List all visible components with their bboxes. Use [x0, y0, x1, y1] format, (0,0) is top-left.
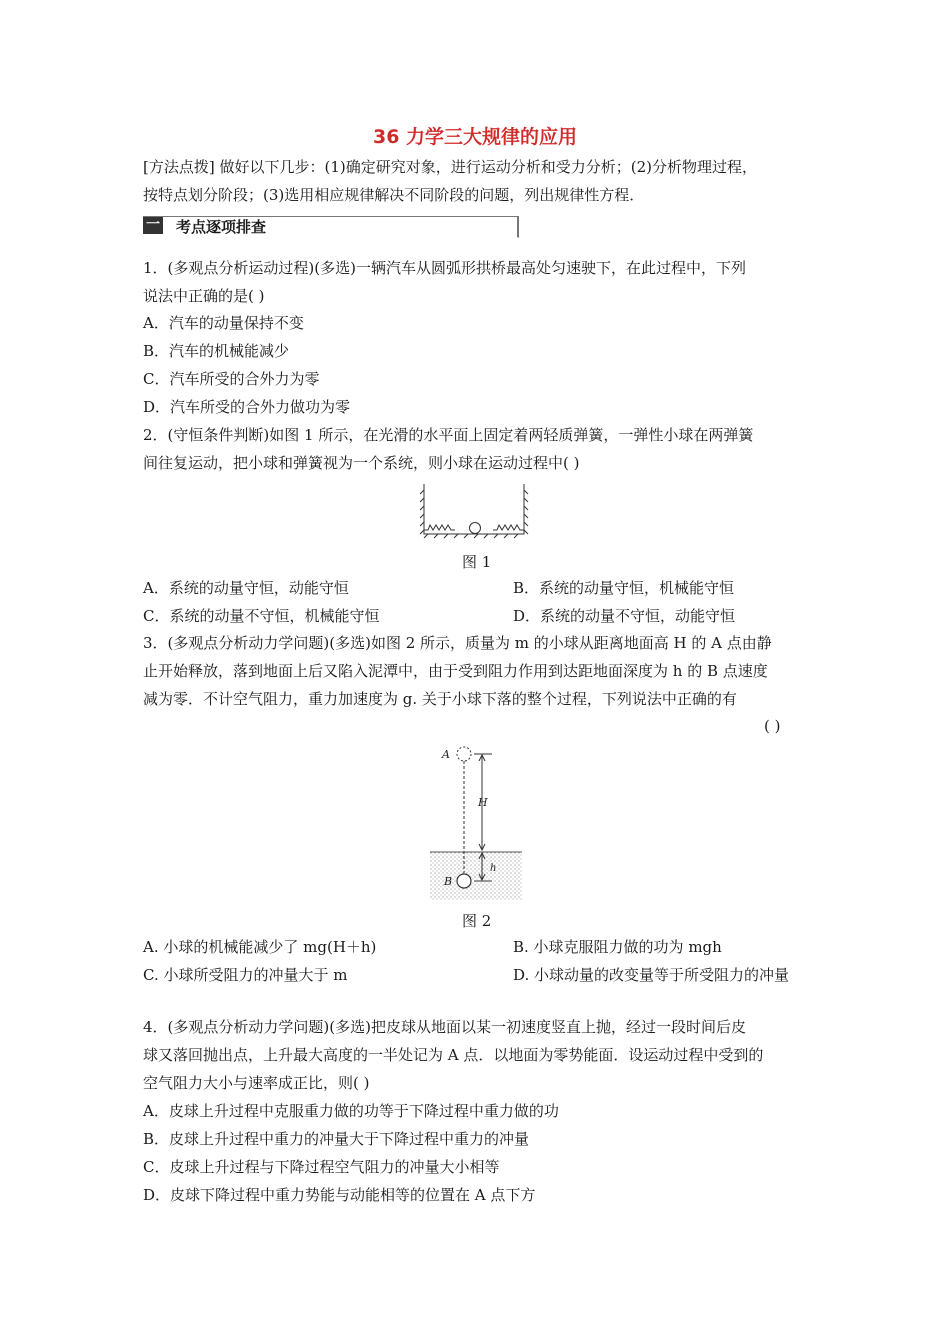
q2-option-d: D．系统的动量不守恒，动能守恒 — [513, 607, 736, 625]
section-label: 考点逐项排查 — [176, 218, 267, 236]
q3-option-d: D. 小球动量的改变量等于所受阻力的冲量 — [513, 966, 790, 984]
q4-option-c: C．皮球上升过程与下降过程空气阻力的冲量大小相等 — [143, 1158, 500, 1176]
q2-option-a: A．系统的动量守恒，动能守恒 — [143, 579, 349, 597]
q3-answer-bracket: ( ) — [764, 717, 781, 735]
figure-2-label-b: B — [444, 875, 453, 888]
q1-option-b: B．汽车的机械能减少 — [143, 342, 290, 360]
figure-2-label-a: A — [442, 748, 450, 761]
method-tip-line-2: 按特点划分阶段；(3)选用相应规律解决不同阶段的问题，列出规律性方程． — [143, 186, 645, 204]
q1-option-c: C．汽车所受的合外力为零 — [143, 370, 320, 388]
method-tip-line-1: [方法点拨] 做好以下几步：(1)确定研究对象，进行运动分析和受力分析；(2)分析物理过程， — [143, 158, 757, 176]
q2-option-c: C．系统的动量不守恒，机械能守恒 — [143, 607, 380, 625]
q1-option-a: A．汽车的动量保持不变 — [143, 314, 304, 332]
figure-1-springs-diagram — [418, 480, 530, 540]
q1-stem-line-2: 说法中正确的是( ) — [143, 287, 265, 305]
q4-stem-line-1: 4．(多观点分析动力学问题)(多选)把皮球从地面以某一初速度竖直上抛，经过一段时间后皮 — [143, 1018, 746, 1036]
q3-stem-line-2: 止开始释放，落到地面上后又陷入泥潭中，由于受到阻力作用到达距地面深度为 h 的 B 点速度 — [143, 662, 768, 680]
q1-option-d: D．汽车所受的合外力做功为零 — [143, 398, 351, 416]
q2-stem-line-1: 2．(守恒条件判断)如图 1 所示，在光滑的水平面上固定着两轻质弹簧，一弹性小球在两弹簧 — [143, 426, 754, 444]
q3-option-b: B. 小球克服阻力做的功为 mgh — [513, 938, 722, 956]
figure-1-caption: 图 1 — [462, 553, 492, 571]
q3-option-a: A. 小球的机械能减少了 mg(H＋h) — [143, 938, 377, 956]
figure-2-caption: 图 2 — [462, 912, 492, 930]
figure-2-label-h-lower: h — [490, 863, 497, 874]
q3-stem-line-3: 减为零．不计空气阻力，重力加速度为 g. 关于小球下落的整个过程，下列说法中正确的有 — [143, 690, 737, 708]
figure-2-label-h-upper: H — [478, 796, 488, 809]
figure-2-falling-ball-diagram — [430, 740, 522, 902]
q4-option-a: A．皮球上升过程中克服重力做的功等于下降过程中重力做的功 — [143, 1102, 559, 1120]
page-title: 36 力学三大规律的应用 — [372, 126, 578, 148]
q4-stem-line-3: 空气阻力大小与速率成正比，则( ) — [143, 1074, 370, 1092]
section-number: 一 — [143, 217, 163, 234]
q2-option-b: B．系统的动量守恒，机械能守恒 — [513, 579, 735, 597]
q3-option-c: C. 小球所受阻力的冲量大于 m — [143, 966, 348, 984]
q1-stem-line-1: 1．(多观点分析运动过程)(多选)一辆汽车从圆弧形拱桥最高处匀速驶下，在此过程中，下列 — [143, 259, 746, 277]
q4-option-d: D．皮球下降过程中重力势能与动能相等的位置在 A 点下方 — [143, 1186, 536, 1204]
q4-stem-line-2: 球又落回抛出点，上升最大高度的一半处记为 A 点．以地面为零势能面．设运动过程中受到的 — [143, 1046, 764, 1064]
q3-stem-line-1: 3．(多观点分析动力学问题)(多选)如图 2 所示，质量为 m 的小球从距离地面高 H 的 A 点由静 — [143, 634, 772, 652]
q2-stem-line-2: 间往复运动，把小球和弹簧视为一个系统，则小球在运动过程中( ) — [143, 454, 580, 472]
section-header — [143, 216, 521, 240]
q4-option-b: B．皮球上升过程中重力的冲量大于下降过程中重力的冲量 — [143, 1130, 530, 1148]
